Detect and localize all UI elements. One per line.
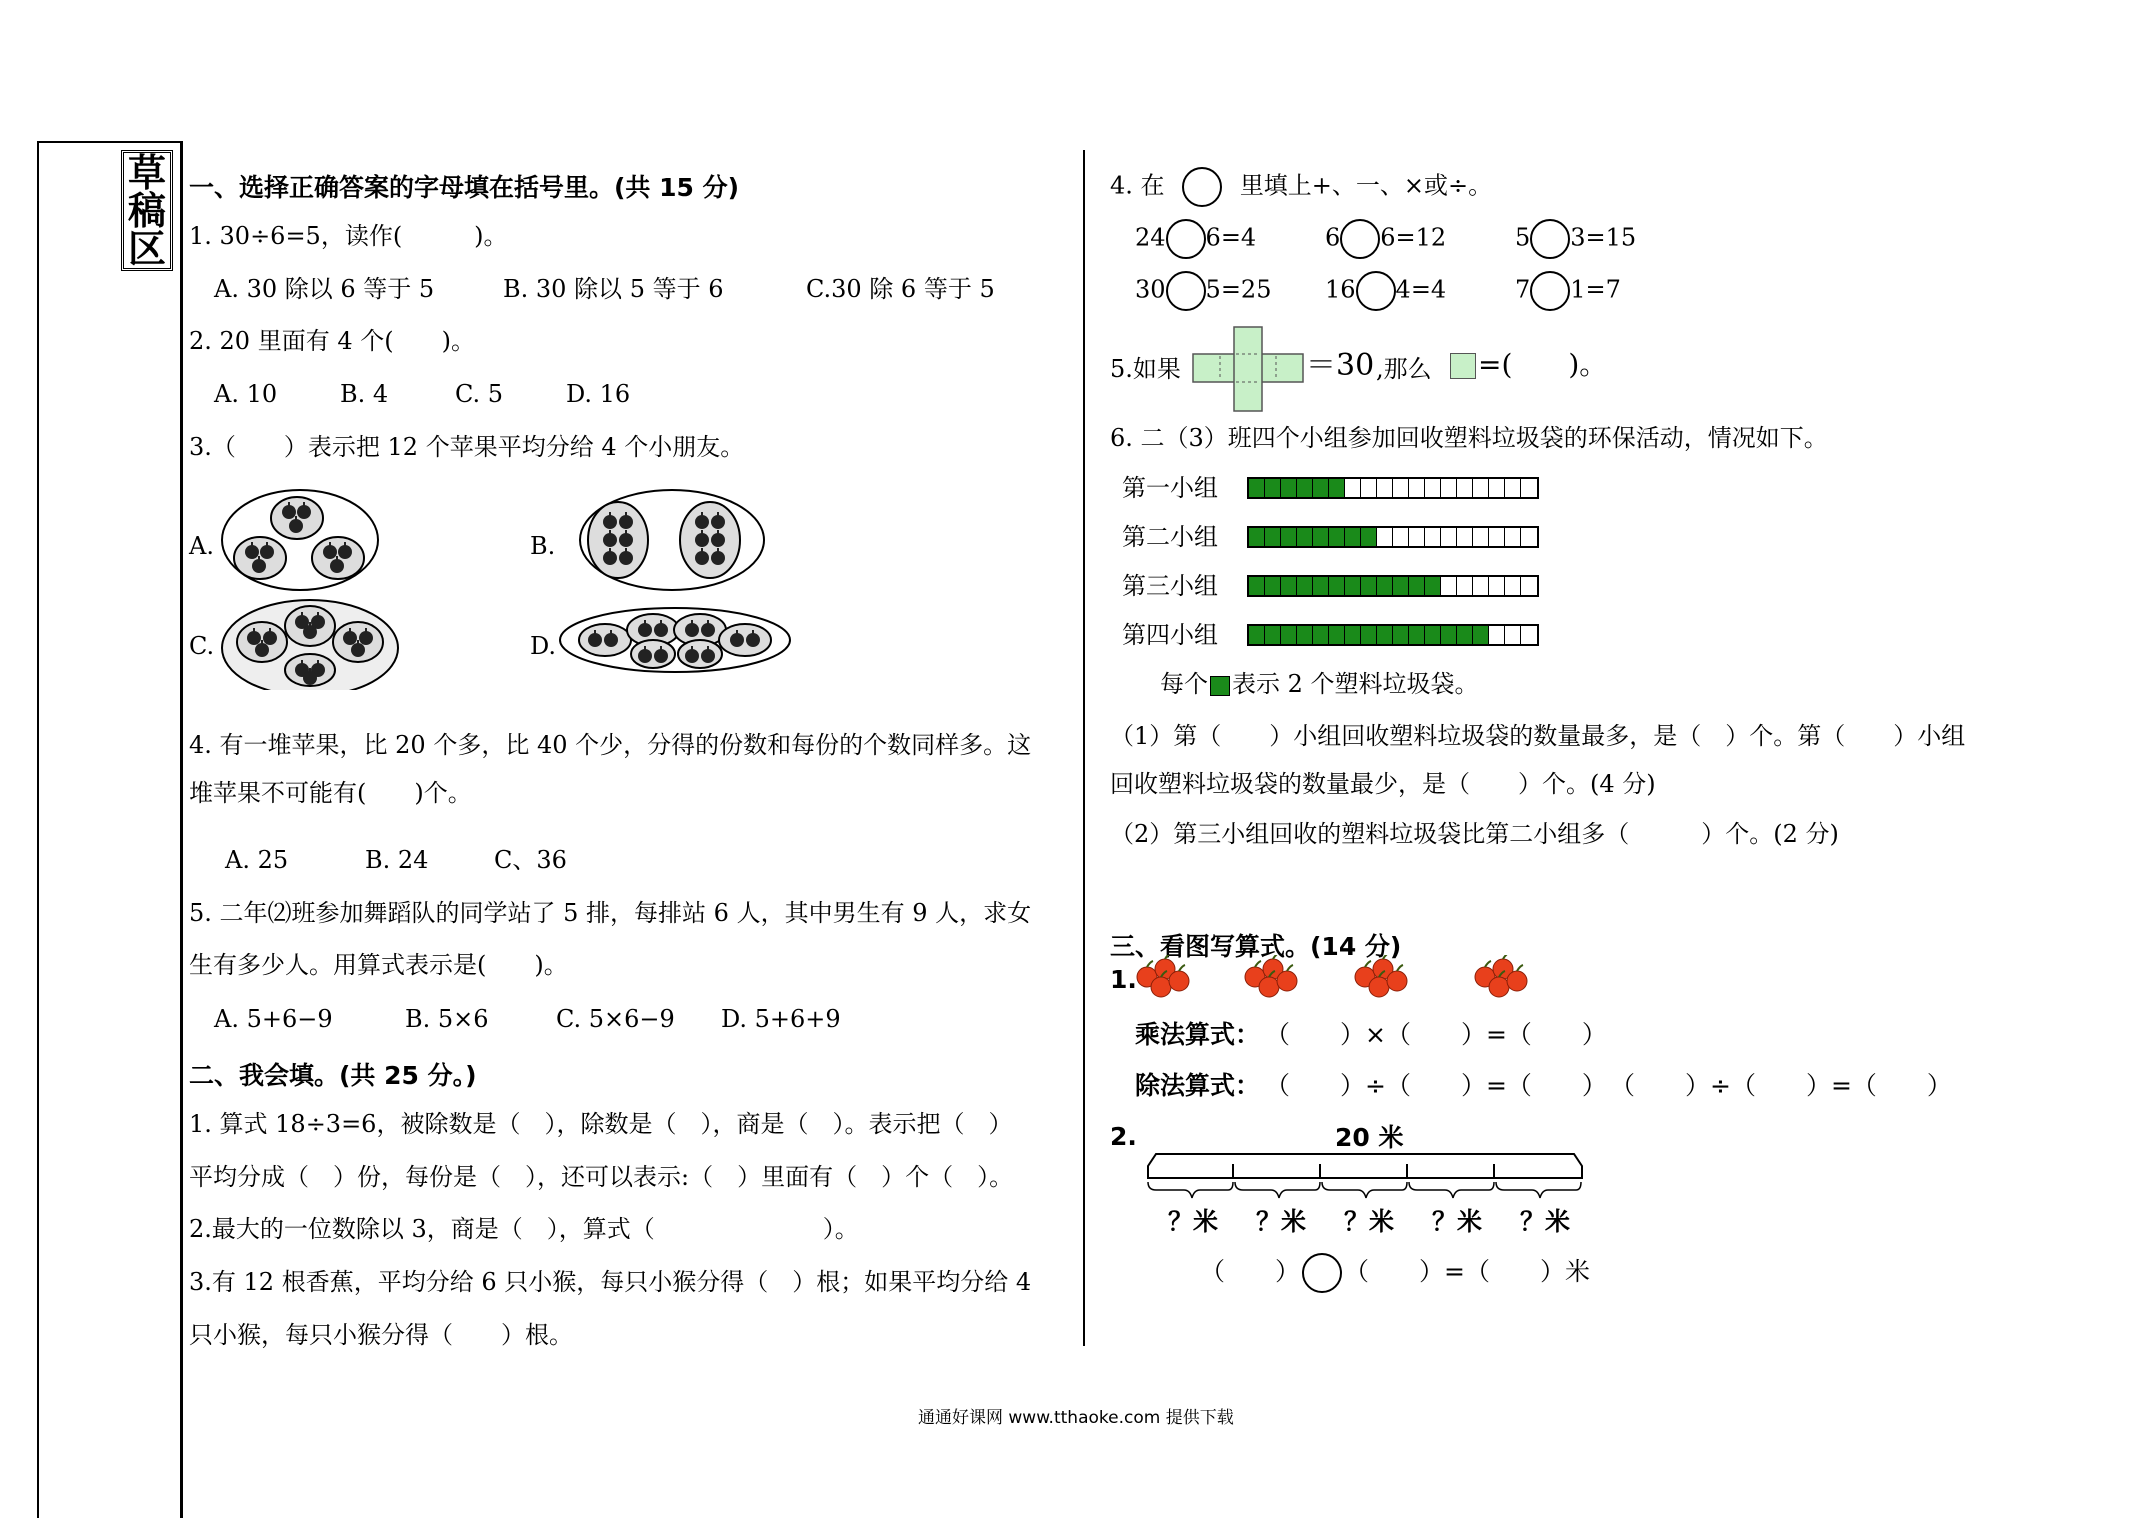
part-label-3: ？米 — [1344, 1207, 1395, 1236]
s3-q2-number: 2. — [1110, 1122, 1137, 1151]
s2-q4-prompt: 4. 在 里填上+、一、×或÷。 — [1110, 167, 1492, 207]
filled-cell — [1473, 626, 1489, 644]
empty-cell — [1473, 528, 1489, 546]
s1-q4-line1: 4. 有一堆苹果，比 20 个多，比 40 个少，分得的份数和每份的个数同样多。这 — [189, 731, 1032, 759]
operator-blank-circle[interactable] — [1166, 271, 1206, 311]
filled-cell — [1265, 528, 1281, 546]
s2-q6-part1-line2: 回收塑料垃圾袋的数量最少，是（ ）个。(4 分) — [1110, 770, 1656, 798]
part-label-4: ？米 — [1432, 1207, 1483, 1236]
s2-q6: 6. 二（3）班四个小组参加回收塑料垃圾袋的环保活动，情况如下。 — [1110, 424, 1828, 452]
filled-cell — [1457, 626, 1473, 644]
filled-cell — [1345, 577, 1361, 595]
empty-cell — [1425, 528, 1441, 546]
filled-cell — [1265, 479, 1281, 497]
empty-cell — [1505, 528, 1521, 546]
multiplication-label: 乘法算式： — [1135, 1020, 1261, 1049]
filled-cell — [1297, 479, 1313, 497]
apple-figure-c — [222, 600, 398, 690]
filled-cell — [1313, 626, 1329, 644]
s2-q1-line2: 平均分成（ ）份，每份是（ ），还可以表示:（ ）里面有（ ）个（ ）。 — [189, 1163, 1014, 1191]
q3-label-c: C. — [189, 632, 215, 660]
empty-cell — [1425, 479, 1441, 497]
s1-q2-option-d: D. 16 — [566, 380, 631, 408]
op-item-3[interactable]: 5 3=15 — [1515, 219, 1636, 259]
filled-cell — [1281, 626, 1297, 644]
group-1-bar — [1247, 477, 1539, 499]
apple-grouping-figures — [200, 480, 820, 690]
filled-cell — [1361, 626, 1377, 644]
s3-q2-expression[interactable]: （ ） （ ）=（ ）米 — [1200, 1252, 1590, 1293]
s2-q5-prefix: 5.如果 — [1110, 355, 1181, 383]
group-4-bar — [1247, 624, 1539, 646]
filled-cell — [1409, 577, 1425, 595]
s1-q4-option-a: A. 25 — [225, 846, 289, 874]
s1-q5-option-a: A. 5+6−9 — [214, 1005, 333, 1033]
s2-q2: 2.最大的一位数除以 3，商是（ ），算式（ ）。 — [189, 1215, 859, 1243]
op-item-2[interactable]: 6 6=12 — [1325, 219, 1446, 259]
footer-credit: 通通好课网 www.tthaoke.com 提供下载 — [918, 1408, 1234, 1428]
part-label-1: ？米 — [1168, 1207, 1219, 1236]
segment-diagram — [1140, 1148, 1590, 1208]
s1-q5-line1: 5. 二年⑵班参加舞蹈队的同学站了 5 排，每排站 6 人，其中男生有 9 人，求女 — [189, 899, 1032, 927]
filled-cell — [1281, 528, 1297, 546]
filled-cell — [1313, 577, 1329, 595]
s1-q2-option-b: B. 4 — [340, 380, 389, 408]
column-divider — [1083, 150, 1085, 1346]
empty-cell — [1441, 577, 1457, 595]
s1-q5-option-d: D. 5+6+9 — [721, 1005, 841, 1033]
cross-shape-icon — [1192, 326, 1304, 412]
filled-cell — [1425, 626, 1441, 644]
filled-cell — [1249, 528, 1265, 546]
q3-label-a: A. — [189, 532, 214, 560]
filled-cell — [1281, 479, 1297, 497]
operator-circle-icon — [1182, 167, 1222, 207]
filled-cell — [1377, 577, 1393, 595]
filled-cell — [1441, 626, 1457, 644]
empty-cell — [1489, 626, 1505, 644]
filled-cell — [1265, 626, 1281, 644]
empty-cell — [1457, 528, 1473, 546]
empty-cell — [1473, 577, 1489, 595]
part-label-5: ？米 — [1520, 1207, 1571, 1236]
s1-q1: 1. 30÷6=5，读作( )。 — [189, 222, 508, 250]
op-item-5[interactable]: 16 4=4 — [1325, 271, 1446, 311]
operator-blank-circle[interactable] — [1340, 219, 1380, 259]
group-2-label: 第二小组 — [1122, 523, 1218, 551]
filled-cell — [1297, 626, 1313, 644]
empty-cell — [1393, 528, 1409, 546]
empty-cell — [1377, 479, 1393, 497]
s3-q1-number: 1. — [1110, 965, 1137, 994]
s2-q6-part2: （2）第三小组回收的塑料垃圾袋比第二小组多（ ）个。(2 分) — [1110, 820, 1839, 848]
margin-line-outer — [37, 141, 39, 1518]
filled-cell — [1393, 577, 1409, 595]
filled-cell — [1297, 528, 1313, 546]
s2-q6-part1-line1: （1）第（ ）小组回收塑料垃圾袋的数量最多，是（ ）个。第（ ）小组 — [1110, 722, 1966, 750]
section-2-title: 二、我会填。(共 25 分。) — [189, 1061, 477, 1090]
empty-cell — [1441, 479, 1457, 497]
filled-cell — [1409, 626, 1425, 644]
filled-cell — [1377, 626, 1393, 644]
empty-cell — [1409, 479, 1425, 497]
group-2-bar — [1247, 526, 1539, 548]
s1-q4-option-b: B. 24 — [365, 846, 429, 874]
filled-cell — [1329, 577, 1345, 595]
empty-cell — [1505, 626, 1521, 644]
group-3-label: 第三小组 — [1122, 572, 1218, 600]
empty-cell — [1521, 577, 1537, 595]
empty-cell — [1361, 479, 1377, 497]
margin-top-rule — [37, 141, 182, 143]
division-expression-2[interactable]: （ ）÷（ ）=（ ） — [1610, 1071, 1952, 1100]
s1-q5-line2: 生有多少人。用算式表示是( )。 — [189, 951, 568, 979]
op-item-1[interactable]: 24 6=4 — [1135, 219, 1256, 259]
division-expression-1[interactable]: （ ）÷（ ）=（ ） — [1265, 1071, 1607, 1100]
section-3-title: 三、看图写算式。(14 分) — [1110, 932, 1402, 961]
s2-q3-line1: 3.有 12 根香蕉，平均分给 6 只小猴，每只小猴分得（ ）根；如果平均分给 4 — [189, 1268, 1032, 1296]
operator-blank-circle[interactable] — [1530, 219, 1570, 259]
empty-cell — [1377, 528, 1393, 546]
apple-figure-d — [560, 608, 790, 672]
q3-label-b: B. — [530, 532, 556, 560]
s1-q4-line2: 堆苹果不可能有( )个。 — [189, 779, 472, 807]
filled-cell — [1249, 626, 1265, 644]
draft-area-label: 草 稿 区 — [121, 150, 173, 271]
group-4-label: 第四小组 — [1122, 621, 1218, 649]
s1-q3: 3.（ ）表示把 12 个苹果平均分给 4 个小朋友。 — [189, 433, 745, 461]
s1-q1-option-b: B. 30 除以 5 等于 6 — [503, 275, 724, 303]
s2-q3-line2: 只小猴，每只小猴分得（ ）根。 — [189, 1321, 573, 1349]
filled-cell — [1345, 626, 1361, 644]
empty-cell — [1521, 626, 1537, 644]
filled-cell — [1313, 528, 1329, 546]
operator-blank-circle[interactable] — [1302, 1253, 1342, 1293]
empty-cell — [1409, 528, 1425, 546]
filled-cell — [1345, 528, 1361, 546]
filled-cell — [1329, 479, 1345, 497]
operator-blank-circle[interactable] — [1530, 271, 1570, 311]
empty-cell — [1441, 528, 1457, 546]
empty-cell — [1457, 577, 1473, 595]
empty-cell — [1393, 479, 1409, 497]
s1-q2: 2. 20 里面有 4 个( )。 — [189, 327, 475, 355]
s1-q1-option-a: A. 30 除以 6 等于 5 — [214, 275, 435, 303]
s1-q2-option-c: C. 5 — [455, 380, 504, 408]
filled-cell — [1249, 577, 1265, 595]
apple-groups-picture — [1135, 955, 1585, 1005]
empty-cell — [1521, 528, 1537, 546]
empty-cell — [1489, 577, 1505, 595]
s2-q5-equals: ＝30 — [1306, 348, 1375, 383]
filled-cell — [1297, 577, 1313, 595]
q3-label-d: D. — [530, 632, 557, 660]
s1-q5-option-c: C. 5×6−9 — [556, 1005, 675, 1033]
filled-cell — [1393, 626, 1409, 644]
total-length-label: 20 米 — [1335, 1123, 1404, 1152]
filled-cell — [1281, 577, 1297, 595]
filled-square-icon — [1210, 676, 1230, 696]
empty-cell — [1473, 479, 1489, 497]
s1-q2-option-a: A. 10 — [214, 380, 278, 408]
filled-cell — [1313, 479, 1329, 497]
filled-cell — [1249, 479, 1265, 497]
multiplication-expression[interactable]: （ ）×（ ）=（ ） — [1265, 1020, 1607, 1049]
bar-legend: 每个 表示 2 个塑料垃圾袋。 — [1160, 670, 1479, 698]
apple-figure-a — [222, 490, 378, 590]
op-item-4[interactable]: 30 5=25 — [1135, 271, 1271, 311]
s1-q1-option-c: C.30 除 6 等于 5 — [806, 275, 995, 303]
empty-cell — [1489, 528, 1505, 546]
s1-q4-option-c: C、36 — [494, 846, 567, 874]
s1-q5-option-b: B. 5×6 — [405, 1005, 489, 1033]
filled-cell — [1425, 577, 1441, 595]
section-1-title: 一、选择正确答案的字母填在括号里。(共 15 分) — [189, 173, 740, 202]
s2-q1-line1: 1. 算式 18÷3=6，被除数是（ ），除数是（ ），商是（ ）。表示把（ ） — [189, 1110, 1013, 1138]
empty-cell — [1489, 479, 1505, 497]
filled-cell — [1265, 577, 1281, 595]
margin-line-inner — [180, 141, 183, 1518]
apple-figure-b — [580, 490, 764, 590]
op-item-6[interactable]: 7 1=7 — [1515, 271, 1621, 311]
operator-blank-circle[interactable] — [1166, 219, 1206, 259]
group-1-label: 第一小组 — [1122, 474, 1218, 502]
group-3-bar — [1247, 575, 1539, 597]
s2-q5-then: ,那么 — [1376, 355, 1432, 383]
filled-cell — [1329, 626, 1345, 644]
empty-cell — [1505, 577, 1521, 595]
s2-q5-blank: =( )。 — [1478, 348, 1608, 381]
small-square-icon — [1450, 353, 1476, 379]
operator-blank-circle[interactable] — [1356, 271, 1396, 311]
filled-cell — [1361, 577, 1377, 595]
empty-cell — [1521, 479, 1537, 497]
filled-cell — [1329, 528, 1345, 546]
filled-cell — [1361, 528, 1377, 546]
empty-cell — [1457, 479, 1473, 497]
empty-cell — [1345, 479, 1361, 497]
division-label: 除法算式： — [1135, 1071, 1261, 1100]
empty-cell — [1505, 479, 1521, 497]
part-label-2: ？米 — [1256, 1207, 1307, 1236]
